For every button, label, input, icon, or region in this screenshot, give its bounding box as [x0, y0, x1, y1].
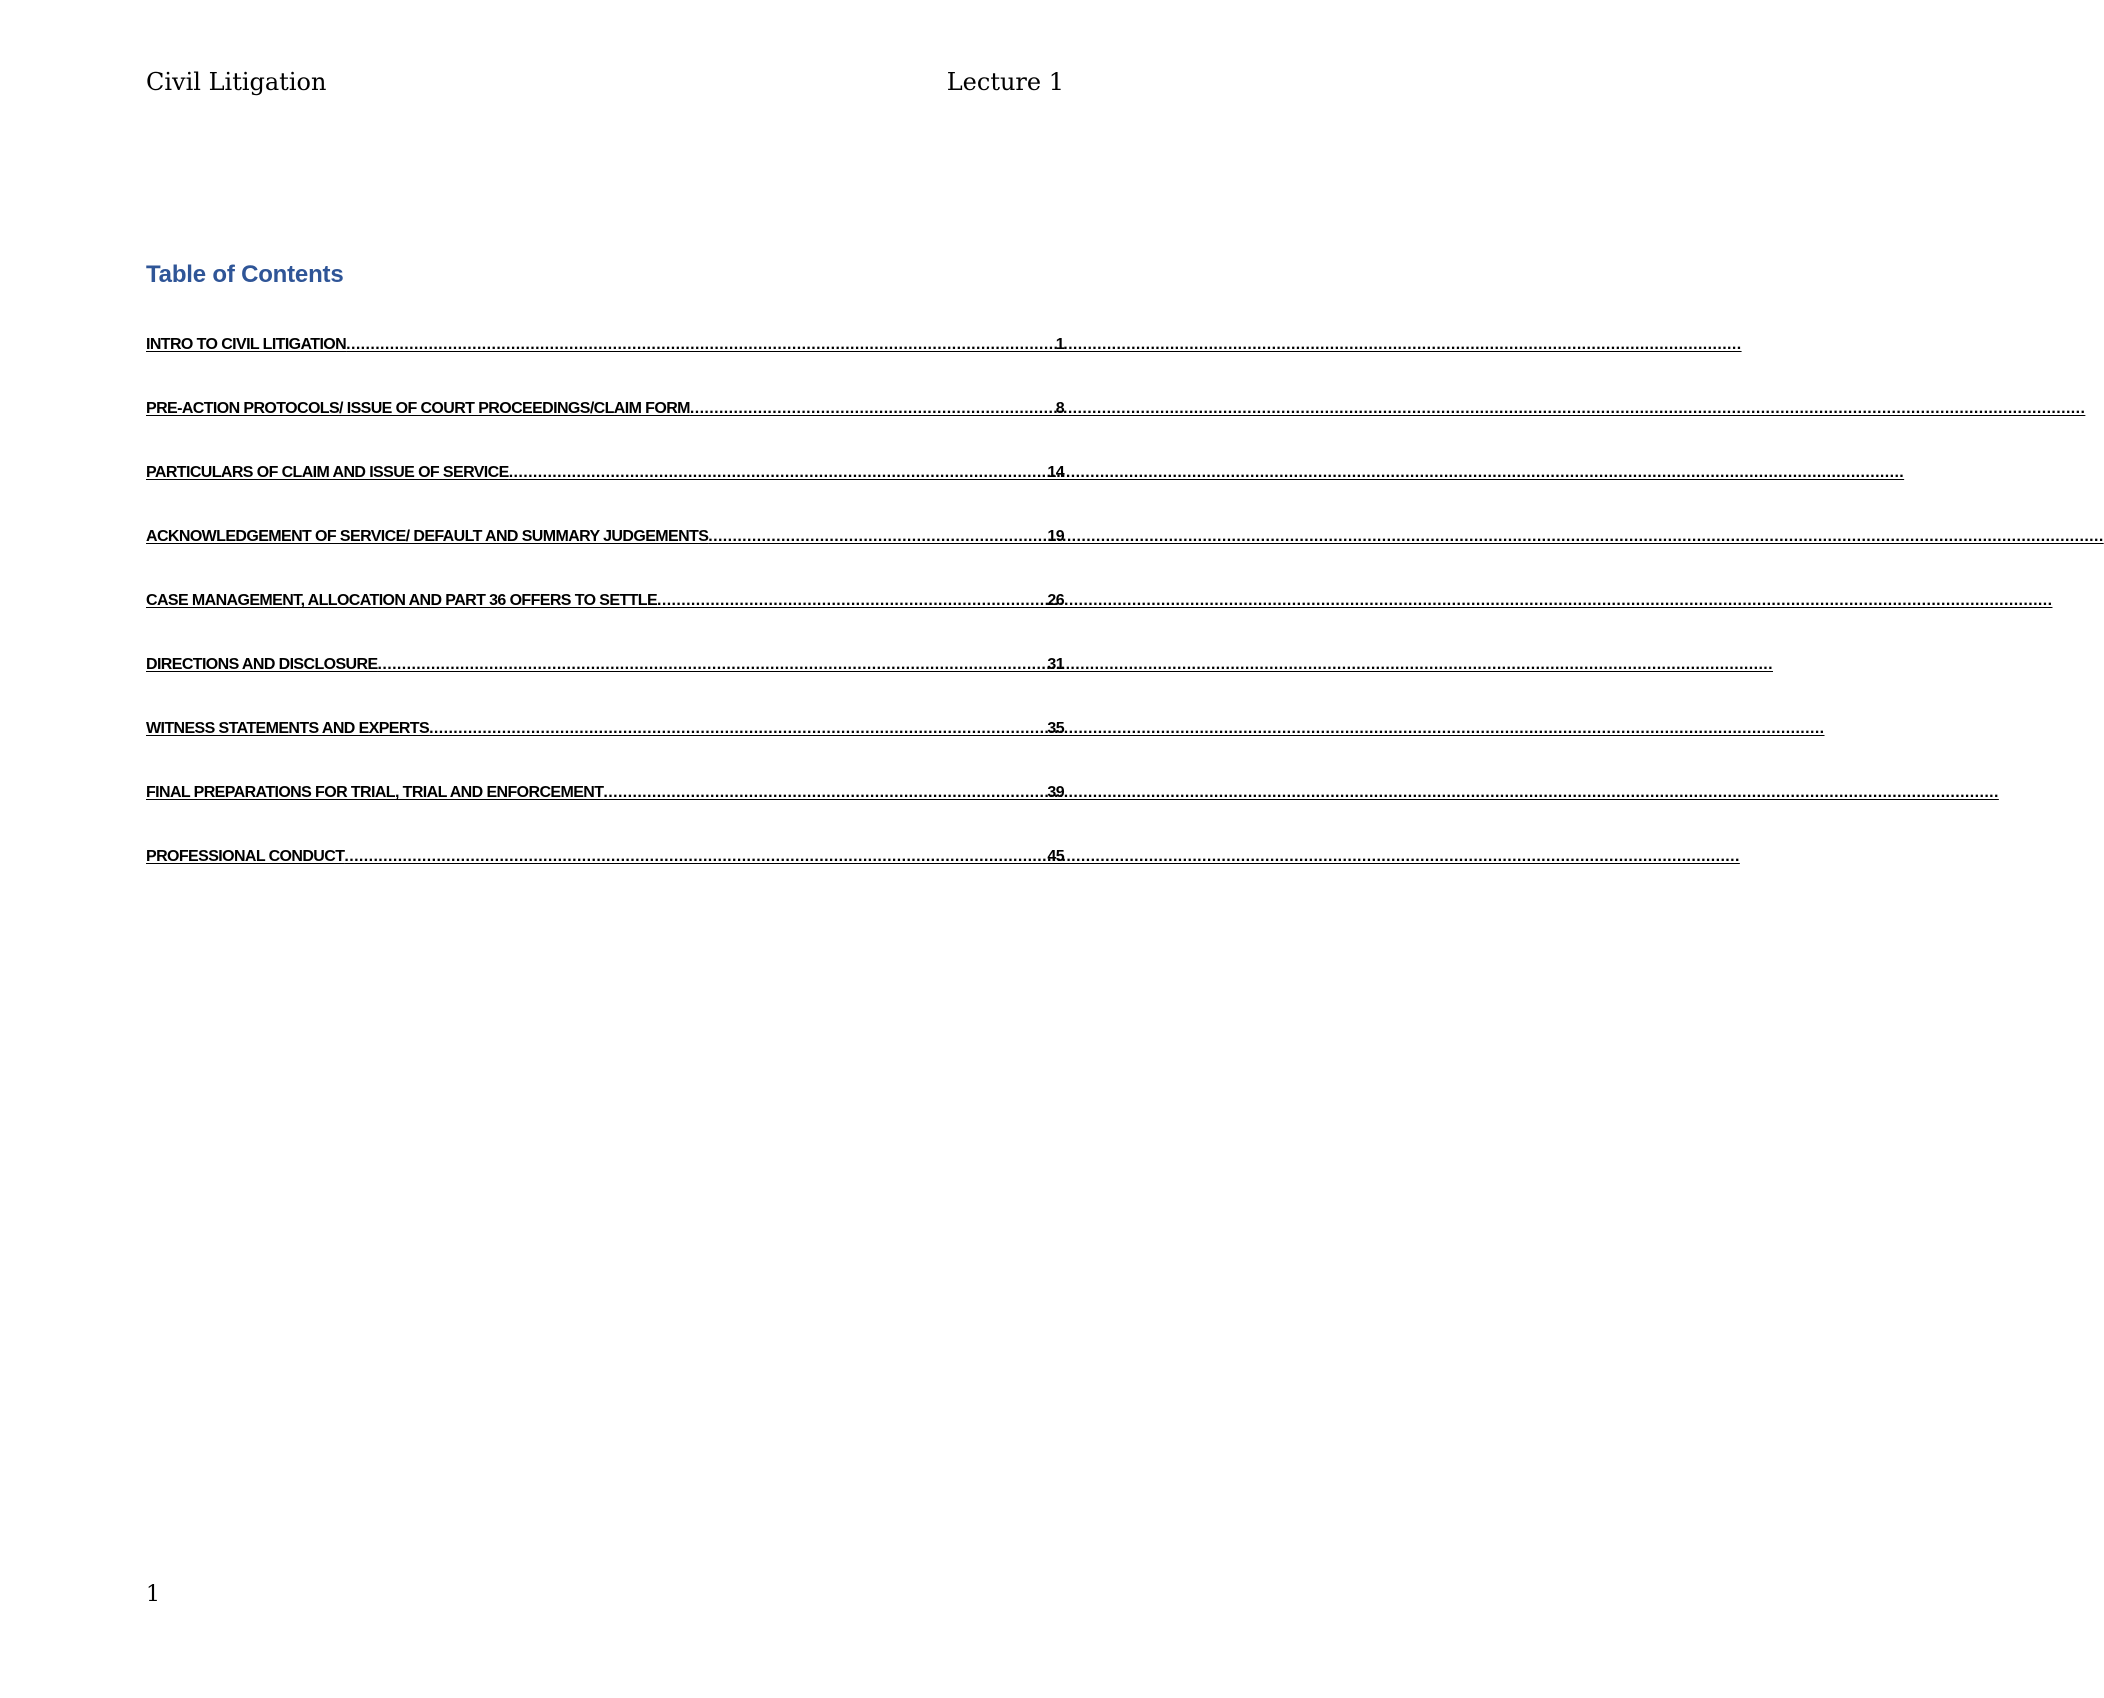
toc-entry-page: 35 [1047, 720, 1064, 737]
toc-dot-leader [509, 464, 1047, 482]
toc-dot-leader [690, 400, 1055, 418]
toc-entry-page: 26 [1047, 592, 1064, 609]
toc-entry-page: 19 [1047, 528, 1064, 545]
toc-entry-title: WITNESS STATEMENTS AND EXPERTS [146, 720, 430, 737]
toc-entry-acknowledgement-of-service[interactable] [146, 528, 1064, 592]
toc-entry-title: PROFESSIONAL CONDUCT [146, 848, 345, 865]
toc-dot-leader [344, 848, 1046, 866]
toc-entry-title: DIRECTIONS AND DISCLOSURE [146, 656, 378, 673]
toc-entry-intro[interactable] [146, 336, 1064, 400]
table-of-contents [146, 336, 1064, 912]
footer-page-number: 1 [146, 1582, 160, 1607]
toc-entry-page: 39 [1047, 784, 1064, 801]
toc-entry-title: ACKNOWLEDGEMENT OF SERVICE/ DEFAULT AND SUMMARY JUDGEMENTS [146, 528, 709, 545]
toc-entry-witness-statements[interactable] [146, 720, 1064, 784]
toc-entry-particulars-of-claim[interactable] [146, 464, 1064, 528]
toc-entry-case-management[interactable] [146, 592, 1064, 656]
toc-entry-page: 1 [1055, 336, 1064, 353]
toc-dot-leader [378, 656, 1047, 674]
toc-entry-page: 8 [1055, 400, 1064, 417]
toc-heading: Table of Contents [146, 261, 344, 288]
toc-entry-title: INTRO TO CIVIL LITIGATION [146, 336, 347, 353]
header-lecture-label: Lecture 1 [946, 68, 1064, 96]
toc-entry-title: PARTICULARS OF CLAIM AND ISSUE OF SERVICE [146, 464, 509, 481]
toc-dot-leader [346, 336, 1055, 354]
toc-entry-title: PRE-ACTION PROTOCOLS/ ISSUE OF COURT PROCEEDINGS/CLAIM FORM [146, 400, 690, 417]
page-header [146, 68, 1064, 104]
header-course-title: Civil Litigation [146, 68, 327, 96]
toc-entry-page: 45 [1047, 848, 1064, 865]
toc-dot-leader [708, 528, 1046, 546]
toc-entry-directions-disclosure[interactable] [146, 656, 1064, 720]
toc-dot-leader [603, 784, 1046, 802]
toc-entry-pre-action-protocols[interactable] [146, 400, 1064, 464]
toc-entry-page: 31 [1047, 656, 1064, 673]
toc-dot-leader [429, 720, 1046, 738]
toc-entry-final-preparations[interactable] [146, 784, 1064, 848]
toc-entry-title: FINAL PREPARATIONS FOR TRIAL, TRIAL AND ENFORCEMENT [146, 784, 604, 801]
toc-entry-title: CASE MANAGEMENT, ALLOCATION AND PART 36 OFFERS TO SETTLE [146, 592, 658, 609]
toc-dot-leader [657, 592, 1046, 610]
toc-entry-page: 14 [1047, 464, 1064, 481]
toc-entry-professional-conduct[interactable] [146, 848, 1064, 912]
